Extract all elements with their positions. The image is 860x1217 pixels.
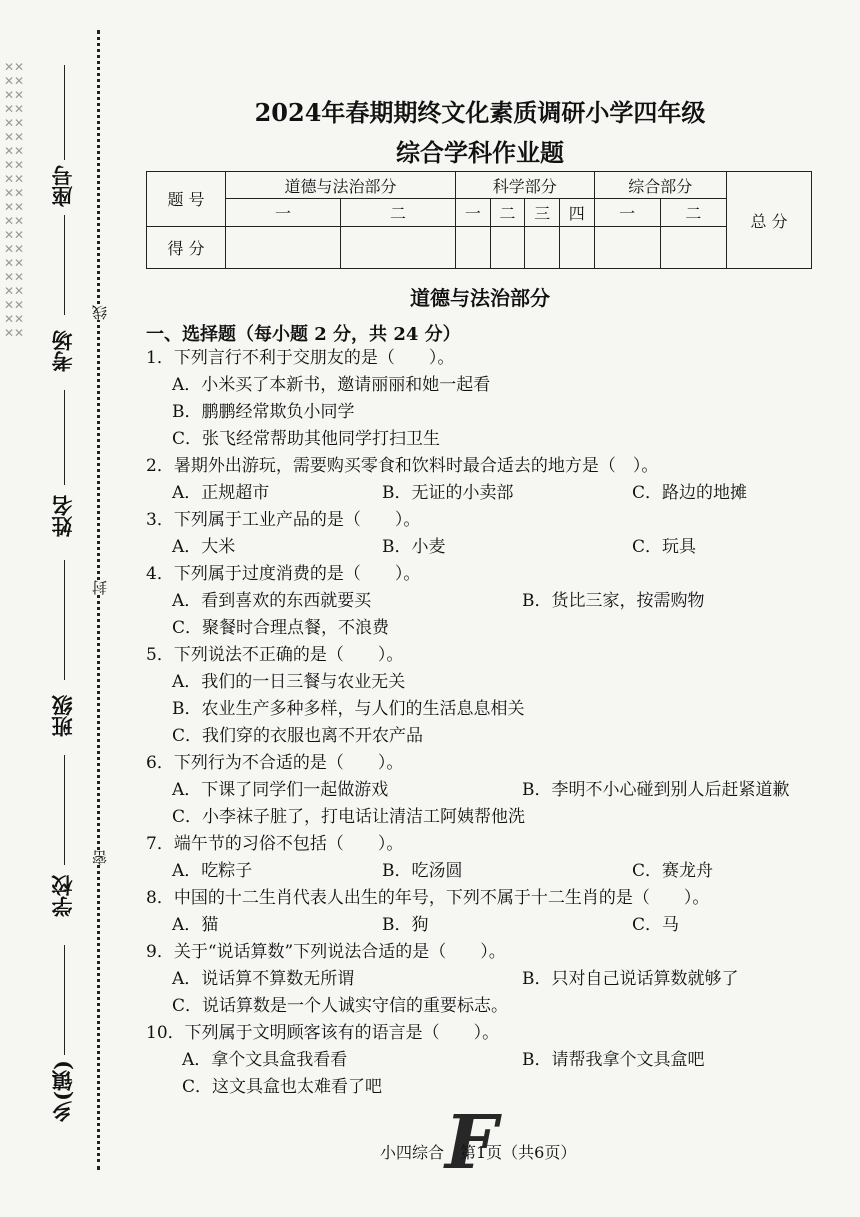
question-option: B．狗 <box>382 915 429 935</box>
question-option: A．说话算不算数无所谓 <box>172 969 355 989</box>
score-cell <box>341 226 456 268</box>
question-stem: 9．关于“说话算数”下列说法合适的是（ ）。 <box>146 942 506 962</box>
question-stem: 7．端午节的习俗不包括（ ）。 <box>146 834 404 854</box>
seat-label: 座号 <box>50 165 75 207</box>
score-table-science-header: 科学部分 <box>456 172 595 199</box>
question-option: A．下课了同学们一起做游戏 <box>172 780 389 800</box>
question-group-heading: 一、选择题（每小题 2 分，共 24 分） <box>146 324 461 345</box>
school-label: 学校 <box>50 875 75 917</box>
score-cell <box>660 226 726 268</box>
score-table-col: 二 <box>341 199 456 226</box>
score-table <box>146 171 812 269</box>
score-cell <box>456 226 491 268</box>
score-table-col: 三 <box>525 199 560 226</box>
score-table-col: 一 <box>226 199 341 226</box>
score-cell <box>559 226 594 268</box>
binding-dotted-line <box>97 30 100 1170</box>
score-table-moral-header: 道德与法治部分 <box>226 172 456 199</box>
question-option: A．猫 <box>172 915 219 935</box>
seal-feng-label: 封 <box>91 580 109 595</box>
class-line <box>64 560 65 680</box>
question-option: C．赛龙舟 <box>632 861 714 881</box>
question-option: C．说话算数是一个人诚实守信的重要标志。 <box>172 996 509 1016</box>
question-stem: 2．暑期外出游玩，需要购买零食和饮料时最合适去的地方是（ ）。 <box>146 456 659 476</box>
scan-artifact-marks: ✕✕✕✕✕✕✕✕✕✕✕✕✕✕✕✕✕✕✕✕✕✕✕✕✕✕✕✕✕✕✕✕✕✕✕✕✕✕✕✕ <box>4 60 25 340</box>
score-table-col: 二 <box>660 199 726 226</box>
score-table-score-label: 得 分 <box>147 226 226 268</box>
seal-line-label: 线 <box>91 305 109 320</box>
exam-room-line <box>64 215 65 315</box>
score-table-col: 一 <box>456 199 491 226</box>
question-list <box>146 345 826 1101</box>
score-table-total-header: 总 分 <box>727 172 812 269</box>
question-option: C．张飞经常帮助其他同学打扫卫生 <box>172 429 441 449</box>
score-table-number-label: 题 号 <box>147 172 226 227</box>
question-option: A．大米 <box>172 537 236 557</box>
question-options <box>146 1047 826 1074</box>
question-option: B．农业生产多种多样，与人们的生活息息相关 <box>172 699 525 719</box>
question-stem: 10．下列属于文明顾客该有的语言是（ ）。 <box>146 1023 500 1043</box>
question-option: B．李明不小心碰到别人后赶紧道歉 <box>522 780 790 800</box>
seat-line <box>64 65 65 160</box>
score-cell <box>594 226 660 268</box>
question-options <box>146 912 826 939</box>
question-stem: 6．下列行为不合适的是（ ）。 <box>146 753 404 773</box>
score-table-comprehensive-header: 综合部分 <box>594 172 726 199</box>
page-footer: 小四综合 第1页（共6页） <box>380 1143 577 1162</box>
question-option: C．这文具盒也太难看了吧 <box>182 1077 383 1097</box>
question-option: B．吃汤圆 <box>382 861 463 881</box>
question-option: B．小麦 <box>382 537 446 557</box>
score-table-col: 四 <box>559 199 594 226</box>
score-cell <box>525 226 560 268</box>
class-label: 班级 <box>50 695 75 737</box>
exam-subtitle: 综合学科作业题 <box>396 138 564 167</box>
score-table-col: 二 <box>490 199 525 226</box>
question-option: A．看到喜欢的东西就要买 <box>172 591 372 611</box>
question-option: C．玩具 <box>632 537 697 557</box>
question-stem: 1．下列言行不利于交朋友的是（ ）。 <box>146 348 455 368</box>
score-cell <box>226 226 341 268</box>
question-option: B．鹏鹏经常欺负小同学 <box>172 402 355 422</box>
question-option: C．马 <box>632 915 680 935</box>
question-option: C．聚餐时合理点餐，不浪费 <box>172 618 390 638</box>
question-option: A．小米买了本新书，邀请丽丽和她一起看 <box>172 375 491 395</box>
question-option: C．路边的地摊 <box>632 483 748 503</box>
question-stem: 5．下列说法不正确的是（ ）。 <box>146 645 404 665</box>
town-line <box>64 945 65 1055</box>
question-options <box>146 966 826 993</box>
exam-title: 2024年春期期终文化素质调研小学四年级 <box>254 98 706 127</box>
question-options <box>146 480 826 507</box>
question-option: A．拿个文具盒我看看 <box>182 1050 348 1070</box>
question-options <box>146 588 826 615</box>
question-option: A．我们的一日三餐与农业无关 <box>172 672 406 692</box>
question-option: A．吃粽子 <box>172 861 253 881</box>
question-stem: 8．中国的十二生肖代表人出生的年号，下列不属于十二生肖的是（ ）。 <box>146 888 710 908</box>
question-option: C．我们穿的衣服也离不开农产品 <box>172 726 424 746</box>
exam-room-label: 考场 <box>50 330 75 372</box>
score-table-col: 一 <box>594 199 660 226</box>
question-options <box>146 777 826 804</box>
question-option: B．请帮我拿个文具盒吧 <box>522 1050 705 1070</box>
question-options <box>146 858 826 885</box>
question-option: C．小李袜子脏了，打电话让清洁工阿姨帮他洗 <box>172 807 526 827</box>
question-option: B．货比三家，按需购物 <box>522 591 705 611</box>
name-line <box>64 390 65 485</box>
question-option: A．正规超市 <box>172 483 270 503</box>
score-cell <box>490 226 525 268</box>
name-label: 姓名 <box>50 495 75 537</box>
question-option: B．无证的小卖部 <box>382 483 514 503</box>
question-stem: 4．下列属于过度消费的是（ ）。 <box>146 564 421 584</box>
section-title: 道德与法治部分 <box>410 286 550 310</box>
school-line <box>64 755 65 865</box>
question-options <box>146 534 826 561</box>
question-stem: 3．下列属于工业产品的是（ ）。 <box>146 510 421 530</box>
version-letter-mark: F <box>445 1100 498 1186</box>
seal-mi-label: 密 <box>91 850 109 865</box>
town-label: 乡(镇) <box>50 1060 75 1122</box>
question-option: B．只对自己说话算数就够了 <box>522 969 739 989</box>
